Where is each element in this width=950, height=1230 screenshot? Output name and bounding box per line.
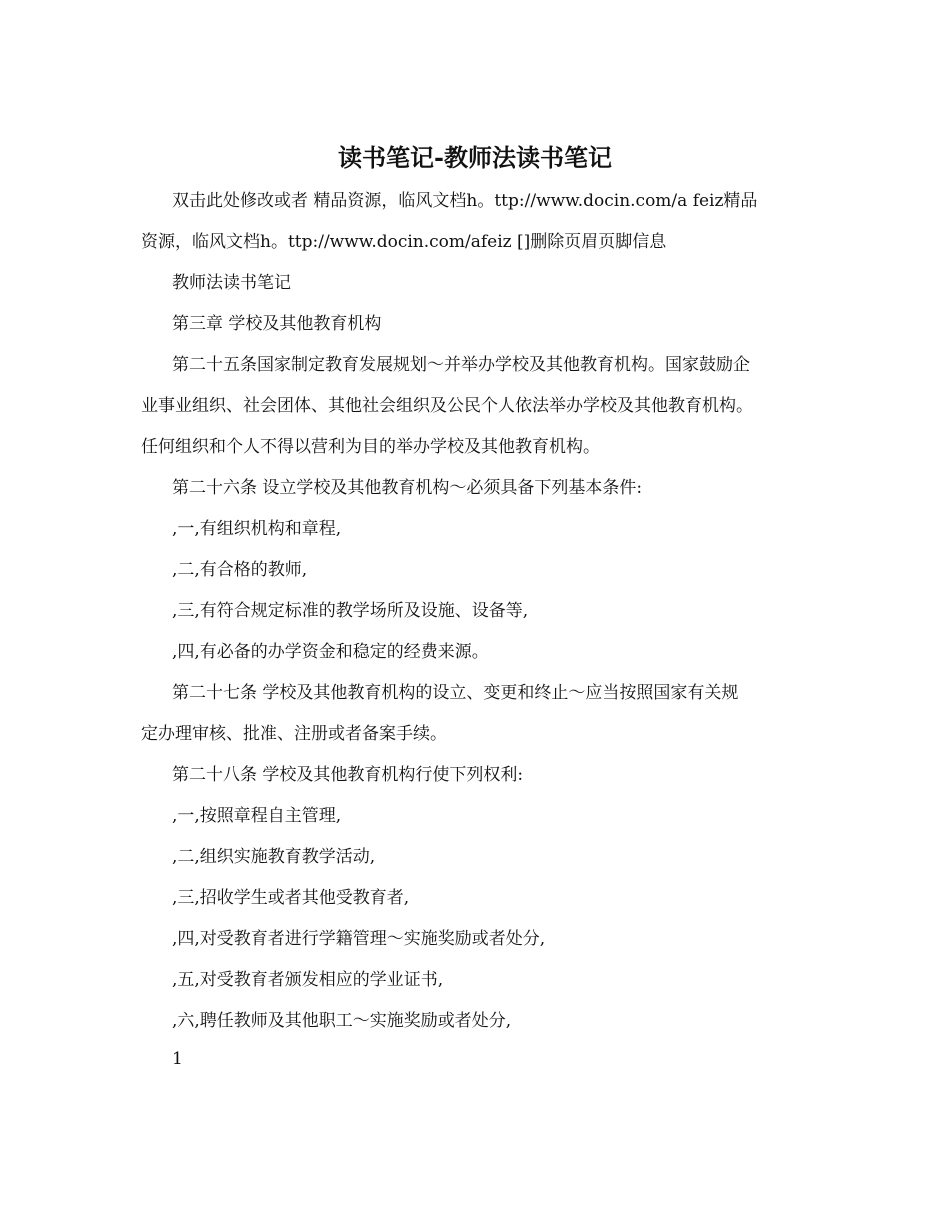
body-line: 教师法读书笔记 [172,273,291,293]
chapter-heading: 第三章 学校及其他教育机构 [172,314,382,334]
page-number: 1 [172,1049,183,1069]
list-item: ,一,按照章程自主管理, [172,806,342,826]
list-item: ,三,招收学生或者其他受教育者, [172,888,410,908]
list-item: ,三,有符合规定标准的教学场所及设施、设备等, [172,601,529,621]
body-line: 第二十八条 学校及其他教育机构行使下列权利: [172,765,524,785]
list-item: ,四,对受教育者进行学籍管理～实施奖励或者处分, [172,929,546,949]
list-item: ,二,有合格的教师, [172,560,308,580]
list-item: ,二,组织实施教育教学活动, [172,847,376,867]
list-item: ,五,对受教育者颁发相应的学业证书, [172,970,444,990]
body-line: 资源，临风文档h。ttp://www.docin.com/afeiz []删除页眉页脚信息 [141,232,667,252]
list-item: ,一,有组织机构和章程, [172,519,342,539]
body-line: 任何组织和个人不得以营利为目的举办学校及其他教育机构。 [141,437,600,457]
body-line: 双击此处修改或者 精品资源，临风文档h。ttp://www.docin.com/a feiz精品 [172,191,758,211]
body-line: 业事业组织、社会团体、其他社会组织及公民个人依法举办学校及其他教育机构。 [141,396,753,416]
document-title: 读书笔记-教师法读书笔记 [338,143,612,172]
list-item: ,六,聘任教师及其他职工～实施奖励或者处分, [172,1011,512,1031]
list-item: ,四,有必备的办学资金和稳定的经费来源。 [172,642,489,662]
body-line: 第二十六条 设立学校及其他教育机构～必须具备下列基本条件: [172,478,643,498]
body-line: 第二十五条国家制定教育发展规划～并举办学校及其他教育机构。国家鼓励企 [172,355,750,375]
body-line: 定办理审核、批准、注册或者备案手续。 [141,724,447,744]
body-line: 第二十七条 学校及其他教育机构的设立、变更和终止～应当按照国家有关规 [172,683,739,703]
